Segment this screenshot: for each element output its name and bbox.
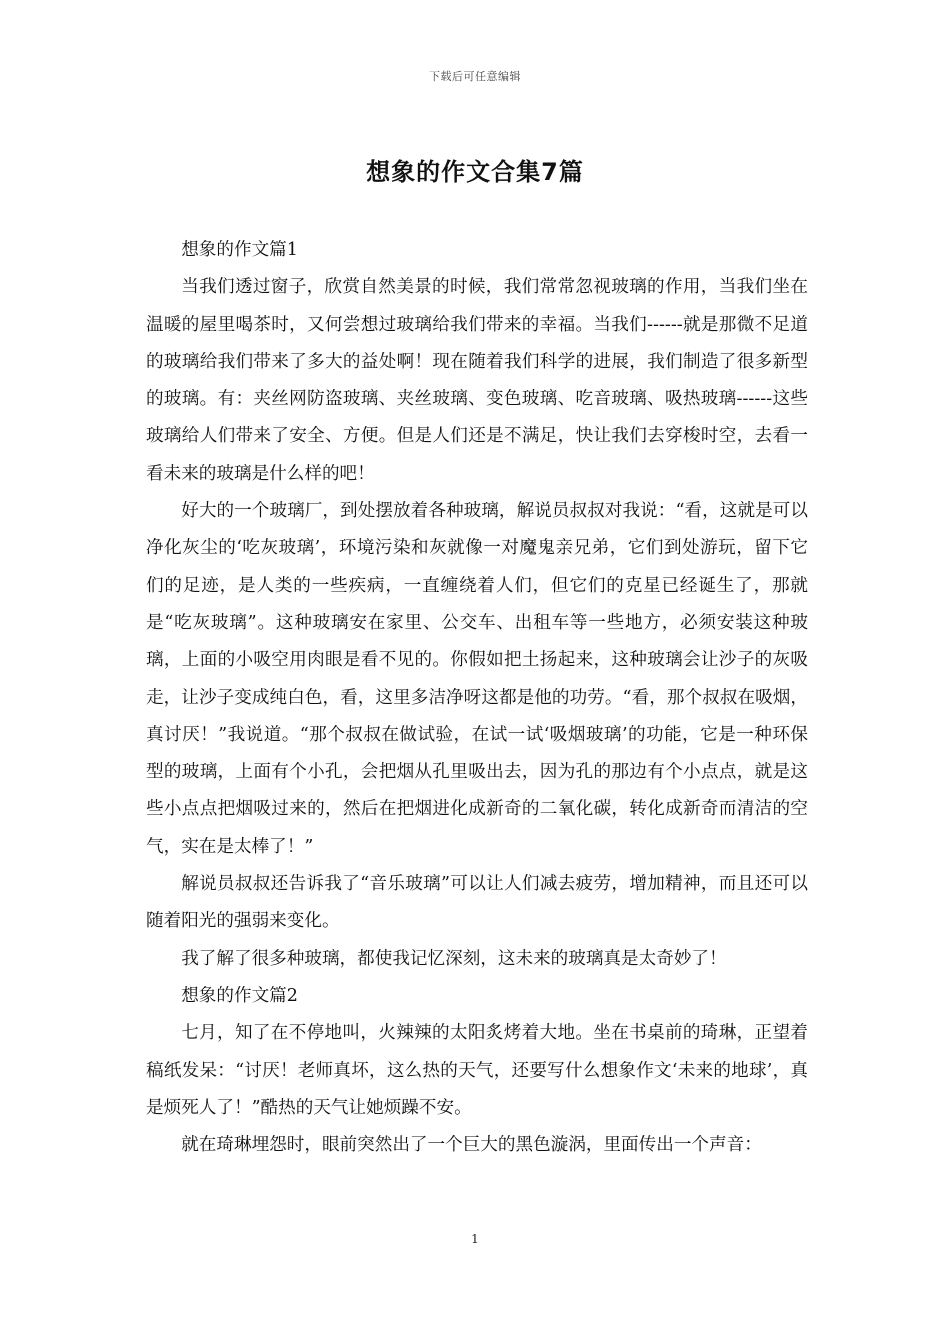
paragraph: 就在琦琳埋怨时，眼前突然出了一个巨大的黑色漩涡，里面传出一个声音：: [181, 1135, 762, 1156]
document-body: [146, 232, 808, 1164]
paragraph: 解说员叔叔还告诉我了“音乐玻璃”可以让人们减去疲劳，增加精神，而且还可以随着阳光的强弱来变化。: [146, 874, 808, 932]
paragraph: 我了解了很多种玻璃，都使我记忆深刻，这未来的玻璃真是太奇妙了！: [181, 948, 727, 969]
paragraph: 好大的一个玻璃厂，到处摆放着各种玻璃，解说员叔叔对我说：“看，这就是可以净化灰尘的‘吃灰玻璃’，环境污染和灰就像一对魔鬼亲兄弟，它们到处游玩，留下它们的足迹，是人类的一些疾病，一直缠绕着人们，但它们的克星已经诞生了，那就是“吃灰玻璃”。这种玻璃安在家里、公交车、出租车等一些地方，必须安装这种玻璃，上面的小吸空用肉眼是看不见的。你假如把土扬起来，这种玻璃会让沙子的灰吸走，让沙子变成纯白色，看，这里多洁净呀这都是他的功劳。“看，那个叔叔在吸烟，真讨厌！”我说道。“那个叔叔在做试验，在试一试‘吸烟玻璃’的功能，它是一种环保型的玻璃，上面有个小孔，会把烟从孔里吸出去，因为孔的那边有个小点点，就是这些小点点把烟吸过来的，然后在把烟进化成新奇的二氧化碳，转化成新奇而清洁的空气，实在是太棒了！”: [146, 501, 808, 857]
paragraph: 当我们透过窗子，欣赏自然美景的时候，我们常常忽视玻璃的作用，当我们坐在温暖的屋里喝茶时，又何尝想过玻璃给我们带来的幸福。当我们------就是那微不足道的玻璃给我们带来了多大的益处啊！现在随着我们科学的进展，我们制造了很多新型的玻璃。有：夹丝网防盗玻璃、夹丝玻璃、变色玻璃、吃音玻璃、吸热玻璃------这些玻璃给人们带来了安全、方便。但是人们还是不满足，快让我们去穿梭时空，去看一看未来的玻璃是什么样的吧！: [146, 277, 808, 484]
document-title: 想象的作文合集7篇: [366, 158, 584, 186]
page-number: 1: [471, 1232, 479, 1246]
section-heading: 想象的作文篇2: [181, 985, 298, 1006]
header-note: 下载后可任意编辑: [429, 70, 521, 83]
section-heading: 想象的作文篇1: [181, 240, 298, 260]
paragraph: 七月，知了在不停地叫，火辣辣的太阳炙烤着大地。坐在书桌前的琦琳，正望着稿纸发呆：“讨厌！老师真坏，这么热的天气，还要写什么想象作文‘未来的地球’，真是烦死人了！”酷热的天气让她烦躁不安。: [146, 1023, 808, 1118]
